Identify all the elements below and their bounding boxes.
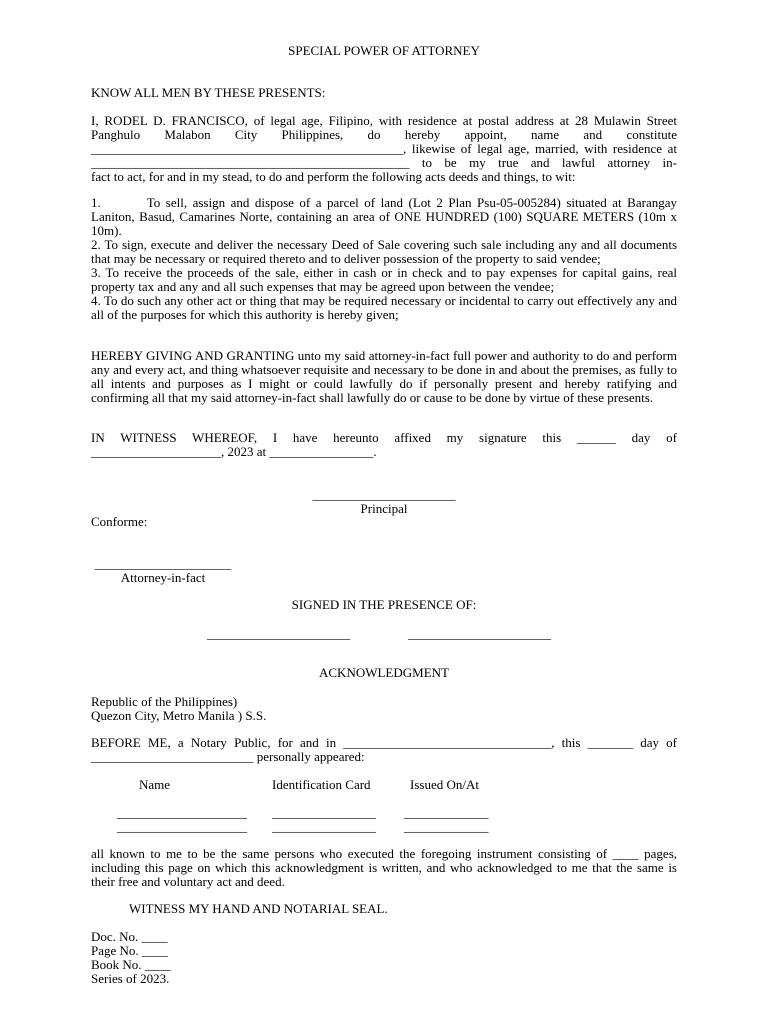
witness-paragraph [91, 431, 677, 459]
id-table-cell: ________________ [272, 819, 376, 834]
principal-signature-line: ______________________ [312, 487, 456, 502]
notarial-seal-statement: WITNESS MY HAND AND NOTARIAL SEAL. [129, 901, 388, 916]
witness-signature-line-2: ______________________ [408, 626, 551, 641]
item-number: 3. [91, 265, 101, 280]
id-table-header-issued: Issued On/At [410, 777, 479, 792]
before-me-line-2: _________________________ personally appeared: [91, 749, 365, 764]
powers-list [91, 196, 677, 322]
document-title: SPECIAL POWER OF ATTORNEY [288, 43, 480, 58]
principal-label: Principal [360, 501, 408, 516]
attorney-signature-block [89, 557, 237, 585]
item-text: To do such any other act or thing that may be required necessary or incidental to carry out effectively any and all of the purposes for which this authority is hereby given; [91, 293, 678, 322]
series-year: Series of 2023. [91, 971, 170, 986]
know-all-heading: KNOW ALL MEN BY THESE PRESENTS: [91, 85, 326, 100]
item-number: 2. [91, 237, 101, 252]
principal-signature-block [300, 488, 468, 516]
item-number: 1. [91, 195, 101, 210]
page-number: Page No. ____ [91, 943, 168, 958]
venue-block [91, 695, 266, 723]
item-text: To receive the proceeds of the sale, either in cash or in check and to pay expenses for capital gains, real property tax and any and all such expenses that may be agreed upon between the vendee; [91, 265, 677, 294]
id-table-cell: _____________ [404, 819, 489, 834]
list-item [91, 266, 677, 294]
witness-line-1: IN WITNESS WHEREOF, I have hereunto affixed my signature this ______ day of [91, 430, 677, 445]
hereby-paragraph: HEREBY GIVING AND GRANTING unto my said attorney-in-fact full power and authority to do and perform any and every act, and thing whatsoever requisite and necessary to be done in and about the premises, as fully to all intents and purposes as I might or could lawfully do if personally present and hereby ratifying and confirming all that my said attorney-in-fact shall lawfully do or cause to be done by virtue of these presents. [91, 348, 677, 405]
item-text: To sell, assign and dispose of a parcel of land (Lot 2 Plan Psu-05-005284) situated at Barangay Laniton, Basud, Camarines Norte, containing an area of ONE HUNDRED (100) SQUARE METERS (10m x 10m). [91, 195, 677, 238]
venue-line-2: Quezon City, Metro Manila ) S.S. [91, 708, 267, 723]
signed-presence-heading: SIGNED IN THE PRESENCE OF: [291, 597, 477, 612]
intro-line-3: ________________________________________________, likewise of legal age, married, with residence at [91, 141, 677, 156]
witness-signature-line-1: ______________________ [207, 626, 350, 641]
list-item [91, 196, 677, 238]
list-item [91, 238, 677, 266]
attorney-label: Attorney-in-fact [120, 570, 206, 585]
intro-paragraph [91, 114, 677, 184]
intro-line-1: I, RODEL D. FRANCISCO, of legal age, Filipino, with residence at postal address at 28 Mulawin Street [91, 113, 677, 128]
id-table-cell: _____________ [404, 805, 489, 820]
id-table-header-name: Name [139, 777, 171, 792]
intro-line-5: fact to act, for and in my stead, to do and perform the following acts deeds and things, to wit: [91, 169, 576, 184]
id-table-cell: ____________________ [117, 805, 247, 820]
item-text: To sign, execute and deliver the necessary Deed of Sale covering such sale including any and all documents that may be necessary or required thereto and to deliver possession of the property to said vendee; [91, 237, 678, 266]
id-table-header-id: Identification Card [272, 777, 371, 792]
list-item [91, 294, 677, 322]
book-number: Book No. ____ [91, 957, 171, 972]
attorney-signature-line: _____________________ [94, 556, 232, 571]
item-number: 4. [91, 293, 101, 308]
id-table-cell: ________________ [272, 805, 376, 820]
before-me-paragraph [91, 736, 677, 764]
id-table-cell: ____________________ [117, 819, 247, 834]
doc-number: Doc. No. ____ [91, 929, 168, 944]
all-known-paragraph: all known to me to be the same persons who executed the foregoing instrument consisting of ____ pages, including this page on which this acknowledgment is written, and who acknowledged to me that the same is their free and voluntary act and deed. [91, 846, 677, 889]
intro-line-4: _________________________________________________ to be my true and lawful attorney in- [91, 155, 677, 170]
doc-references [91, 930, 171, 986]
conforme-label: Conforme: [91, 514, 148, 529]
witness-line-2: ____________________, 2023 at ________________. [91, 444, 377, 459]
intro-line-2: Panghulo Malabon City Philippines, do hereby appoint, name and constitute [91, 127, 677, 142]
before-me-line-1: BEFORE ME, a Notary Public, for and in ________________________________, this _______ day of [91, 735, 677, 750]
venue-line-1: Republic of the Philippines) [91, 694, 238, 709]
acknowledgment-title: ACKNOWLEDGMENT [319, 665, 449, 680]
